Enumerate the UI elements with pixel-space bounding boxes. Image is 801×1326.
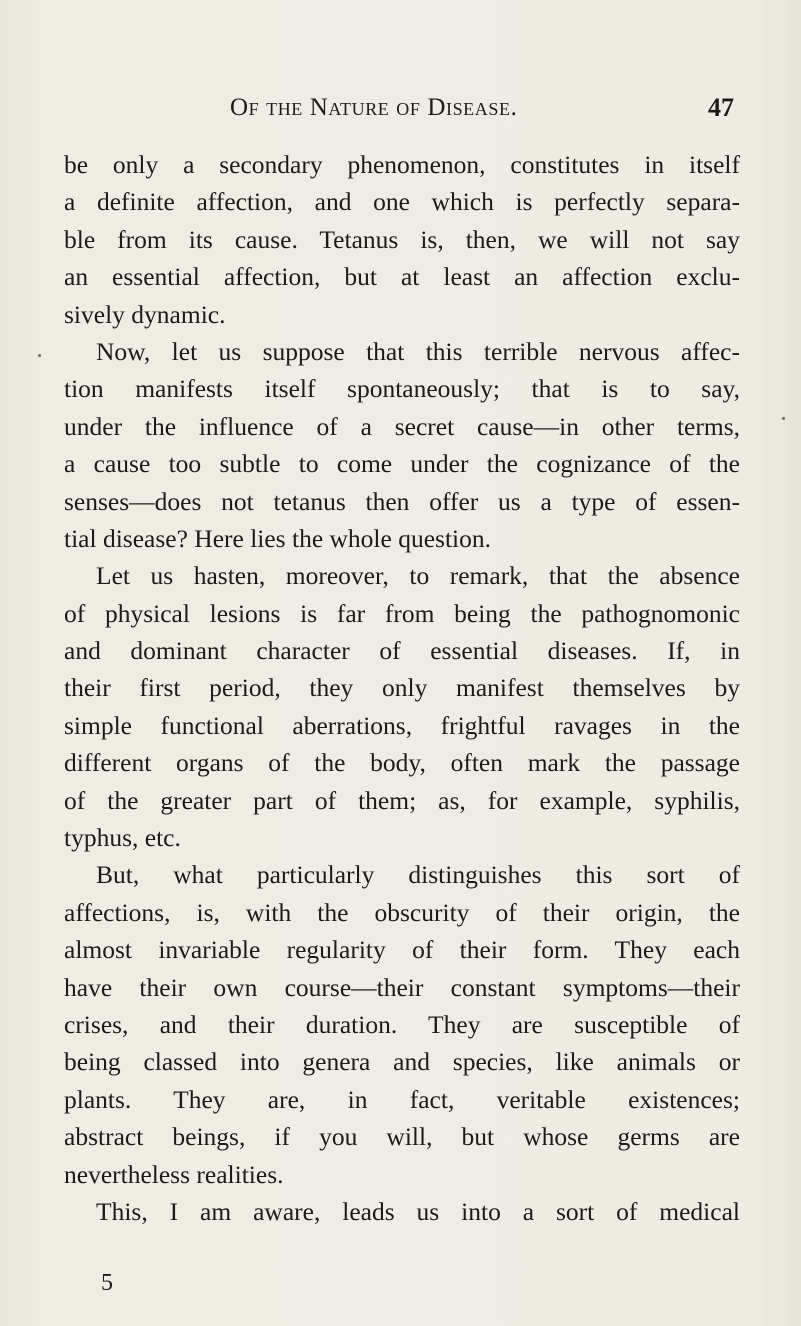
- paragraph-first-line: Now, let us suppose that this terrible nervous affec-: [96, 336, 740, 366]
- text-line: their first period, they only manifest themselves by: [64, 673, 740, 703]
- running-head: Of the Nature of Disease.: [230, 94, 518, 121]
- text-line: plants. They are, in fact, veritable existences;: [64, 1084, 740, 1114]
- signature-mark: 5: [101, 1270, 113, 1296]
- text-line: nevertheless realities.: [64, 1159, 284, 1189]
- text-line: tion manifests itself spontaneously; that is to say,: [64, 374, 740, 404]
- text-line: tial disease? Here lies the whole question.: [64, 523, 491, 553]
- text-line: ble from its cause. Tetanus is, then, we will not say: [64, 224, 740, 254]
- body-text: [64, 146, 740, 1230]
- page-number: 47: [708, 93, 734, 122]
- paragraph-first-line: Let us hasten, moreover, to remark, that the absence: [96, 561, 740, 591]
- text-line: a definite affection, and one which is perfectly separa-: [64, 187, 740, 217]
- text-line: be only a secondary phenomenon, constitutes in itself: [64, 150, 740, 179]
- paragraph-first-line: But, what particularly distinguishes this sort of: [96, 860, 740, 890]
- text-line: different organs of the body, often mark the passage: [64, 748, 740, 778]
- text-line: abstract beings, if you will, but whose germs are: [64, 1122, 740, 1152]
- text-line: almost invariable regularity of their form. They each: [64, 935, 740, 965]
- text-line: a cause too subtle to come under the cognizance of the: [64, 449, 740, 479]
- text-line: of the greater part of them; as, for example, syphilis,: [64, 785, 740, 815]
- text-line: typhus, etc.: [64, 823, 181, 853]
- text-line: and dominant character of essential diseases. If, in: [64, 636, 740, 666]
- text-line: of physical lesions is far from being the pathognomonic: [64, 598, 740, 628]
- text-line: being classed into genera and species, like animals or: [64, 1047, 740, 1077]
- text-line: simple functional aberrations, frightful ravages in the: [64, 710, 740, 740]
- text-line: an essential affection, but at least an affection exclu-: [64, 262, 740, 292]
- paragraph-first-line: This, I am aware, leads us into a sort of medical: [96, 1196, 740, 1226]
- paper-speck: [782, 417, 785, 420]
- text-line: have their own course—their constant symptoms—their: [64, 972, 740, 1002]
- page-header: [64, 94, 734, 124]
- text-line: affections, is, with the obscurity of their origin, the: [64, 897, 740, 927]
- text-line: under the influence of a secret cause—in other terms,: [64, 411, 740, 441]
- text-line: senses—does not tetanus then offer us a type of essen-: [64, 486, 740, 516]
- text-line: crises, and their duration. They are susceptible of: [64, 1009, 740, 1039]
- text-line: sively dynamic.: [64, 299, 226, 329]
- paper-speck: [38, 354, 41, 357]
